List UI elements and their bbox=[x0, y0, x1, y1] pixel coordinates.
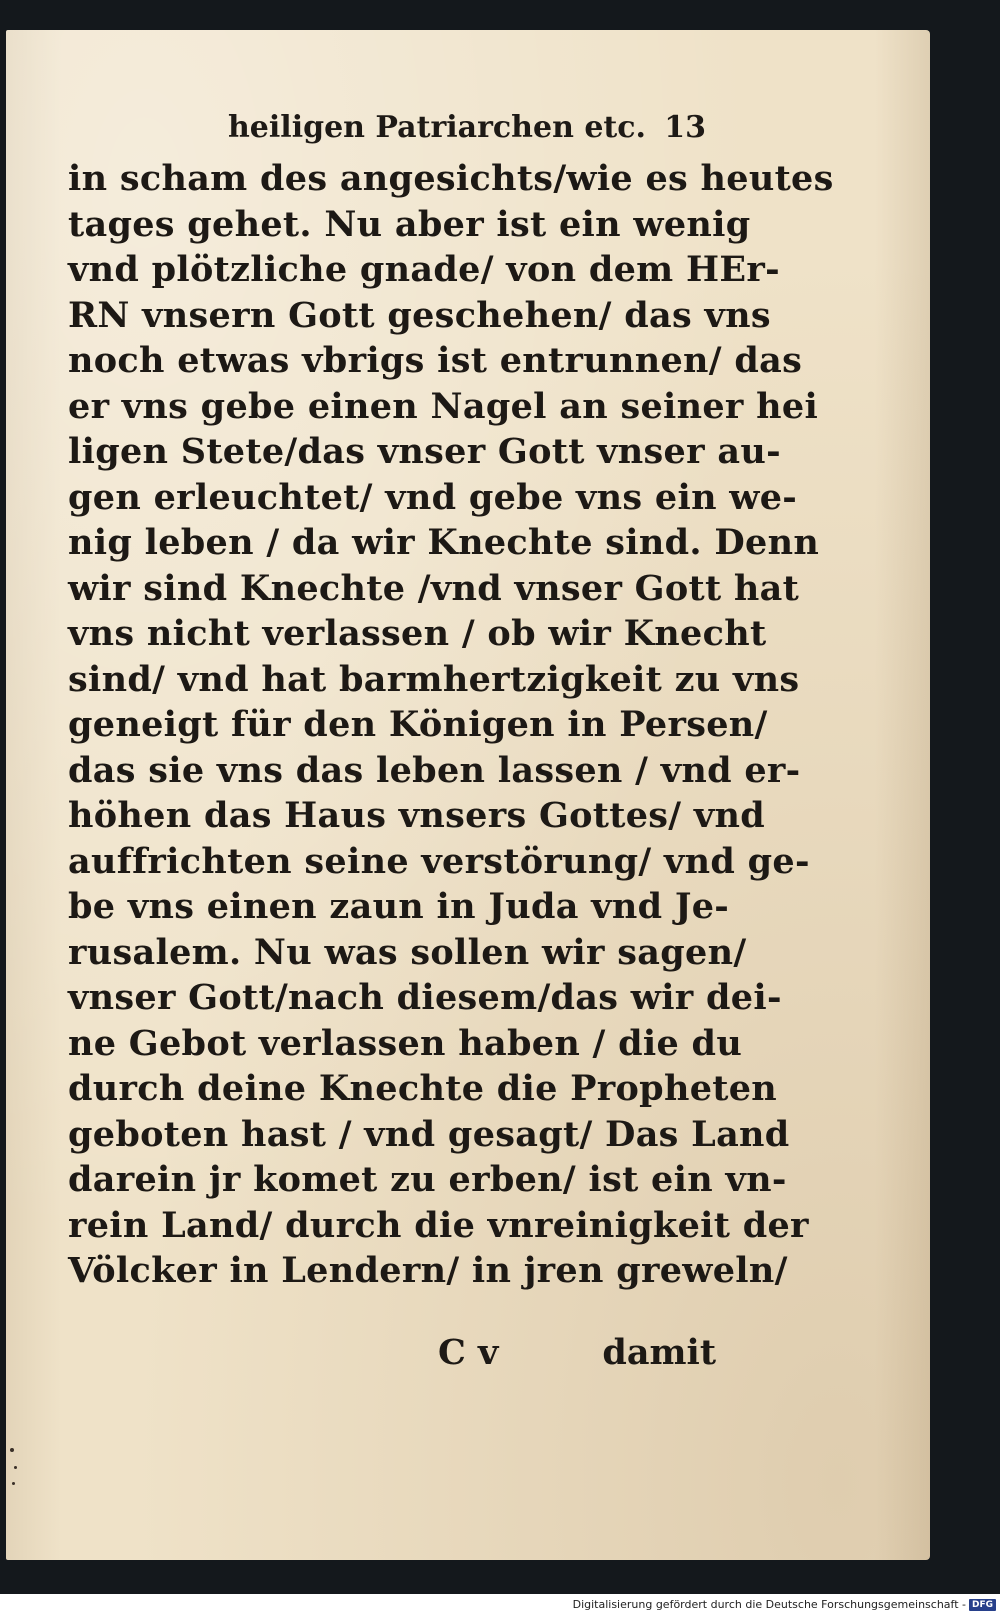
text-line: auffrichten seine verstörung/ vnd ge- bbox=[68, 840, 810, 882]
dfg-logo-icon: DFG bbox=[969, 1599, 996, 1611]
text-line: ne Gebot verlassen haben / die du bbox=[68, 1022, 743, 1064]
text-line: vnser Gott/nach diesem/das wir dei- bbox=[68, 977, 782, 1018]
text-line: geneigt für den Königen in Persen/ bbox=[68, 704, 768, 745]
text-line: RN vnsern Gott geschehen/ das vns bbox=[68, 294, 771, 336]
text-line: sind/ vnd hat barmhertzigkeit zu vns bbox=[68, 658, 800, 700]
text-line: ligen Stete/das vnser Gott vnser au- bbox=[68, 431, 781, 472]
text-line: nig leben / da wir Knechte sind. Denn bbox=[68, 522, 820, 563]
text-line: vnd plötzliche gnade/ von dem HEr- bbox=[68, 249, 780, 290]
text-line: das sie vns das leben lassen / vnd er- bbox=[68, 749, 801, 791]
text-line: in scham des angesichts/wie es heutes bbox=[68, 158, 834, 199]
text-line: er vns gebe einen Nagel an seiner hei bbox=[68, 385, 819, 427]
text-line: Völcker in Lendern/ in jren greweln/ bbox=[68, 1250, 788, 1291]
page-number: 13 bbox=[664, 110, 706, 145]
text-line: wir sind Knechte /vnd vnser Gott hat bbox=[68, 567, 800, 609]
catchline bbox=[426, 1330, 716, 1376]
text-line: gen erleuchtet/ vnd gebe vns ein we- bbox=[68, 476, 798, 518]
text-line: durch deine Knechte die Propheten bbox=[68, 1068, 778, 1109]
text-line: geboten hast / vnd gesagt/ Das Land bbox=[68, 1113, 790, 1155]
catchword: damit bbox=[602, 1332, 716, 1373]
text-line: rein Land/ durch die vnreinigkeit der bbox=[68, 1204, 809, 1246]
body-text bbox=[68, 156, 834, 1294]
paper-speck bbox=[14, 1466, 17, 1469]
text-line: höhen das Haus vnsers Gottes/ vnd bbox=[68, 795, 766, 836]
text-line: vns nicht verlassen / ob wir Knecht bbox=[68, 613, 767, 654]
running-head bbox=[206, 108, 706, 148]
text-line: rusalem. Nu was sollen wir sagen/ bbox=[68, 931, 747, 973]
signature-mark: C v bbox=[438, 1332, 499, 1373]
digitization-footer bbox=[573, 1596, 996, 1614]
paper-speck bbox=[12, 1482, 15, 1485]
text-line: noch etwas vbrigs ist entrunnen/ das bbox=[68, 340, 803, 381]
text-line: darein jr komet zu erben/ ist ein vn- bbox=[68, 1159, 787, 1200]
running-head-title: heiligen Patriarchen etc. bbox=[228, 110, 646, 145]
text-line: tages gehet. Nu aber ist ein wenig bbox=[68, 203, 751, 245]
paper-speck bbox=[10, 1448, 14, 1452]
book-page bbox=[6, 30, 930, 1560]
footer-credit: Digitalisierung gefördert durch die Deutsche Forschungsgemeinschaft - bbox=[572, 1598, 966, 1611]
text-line: be vns einen zaun in Juda vnd Je- bbox=[68, 886, 730, 927]
